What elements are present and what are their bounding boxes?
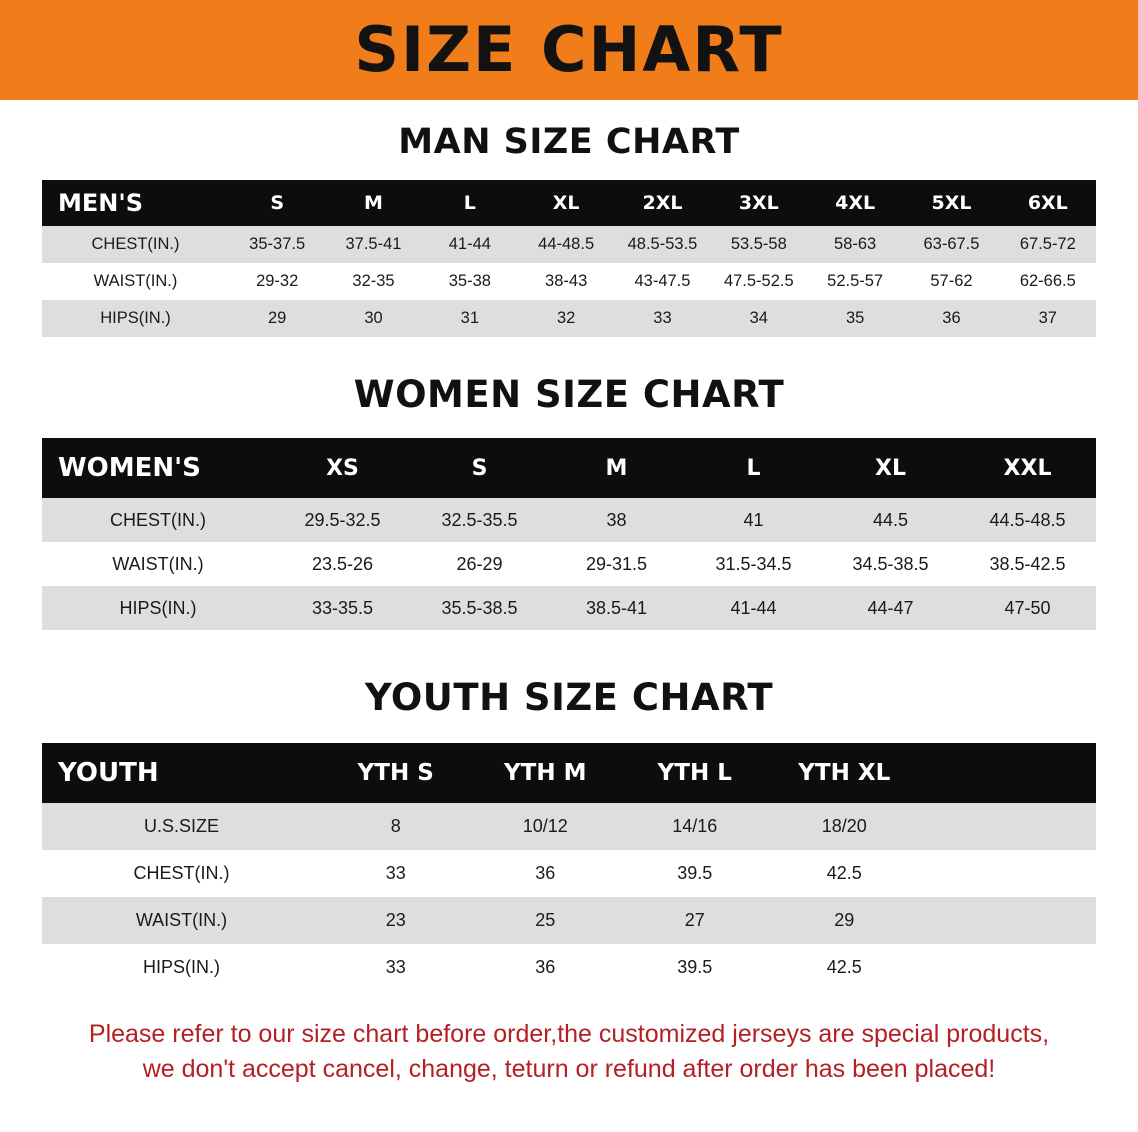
women-hips-l: 41-44 — [685, 586, 822, 630]
women-hips-m: 38.5-41 — [548, 586, 685, 630]
women-col-l: L — [685, 438, 822, 498]
youth-chest-m: 36 — [471, 850, 621, 897]
youth-chest-spacer — [919, 850, 1096, 897]
women-waist-xl: 34.5-38.5 — [822, 542, 959, 586]
men-hips-4xl: 35 — [807, 300, 903, 337]
table-row — [42, 263, 1096, 300]
women-col-xl: XL — [822, 438, 959, 498]
men-col-l: L — [422, 180, 518, 226]
women-col-xxl: XXL — [959, 438, 1096, 498]
men-row-label-waist: WAIST(IN.) — [42, 263, 229, 300]
men-hips-m: 30 — [325, 300, 421, 337]
youth-col-s: YTH S — [321, 743, 471, 803]
youth-table-body — [42, 803, 1096, 991]
youth-col-spacer — [919, 743, 1096, 803]
men-col-3xl: 3XL — [711, 180, 807, 226]
youth-chest-s: 33 — [321, 850, 471, 897]
table-row — [42, 498, 1096, 542]
women-hips-s: 35.5-38.5 — [411, 586, 548, 630]
women-header-label: WOMEN'S — [42, 438, 274, 498]
men-chest-l: 41-44 — [422, 226, 518, 263]
men-waist-s: 29-32 — [229, 263, 325, 300]
men-col-6xl: 6XL — [1000, 180, 1096, 226]
men-waist-5xl: 57-62 — [903, 263, 999, 300]
youth-ussize-xl: 18/20 — [770, 803, 920, 850]
page-title: SIZE CHART — [354, 13, 784, 86]
youth-col-xl: YTH XL — [770, 743, 920, 803]
banner — [0, 0, 1138, 100]
youth-waist-xl: 29 — [770, 897, 920, 944]
men-hips-s: 29 — [229, 300, 325, 337]
women-table-wrap — [42, 438, 1096, 630]
men-chest-m: 37.5-41 — [325, 226, 421, 263]
men-waist-2xl: 43-47.5 — [614, 263, 710, 300]
youth-hips-m: 36 — [471, 944, 621, 991]
men-waist-6xl: 62-66.5 — [1000, 263, 1096, 300]
women-hips-xl: 44-47 — [822, 586, 959, 630]
youth-ussize-l: 14/16 — [620, 803, 770, 850]
table-row — [42, 850, 1096, 897]
youth-waist-s: 23 — [321, 897, 471, 944]
men-table-wrap — [42, 180, 1096, 337]
women-chest-xxl: 44.5-48.5 — [959, 498, 1096, 542]
women-waist-xxl: 38.5-42.5 — [959, 542, 1096, 586]
men-col-xl: XL — [518, 180, 614, 226]
men-chest-6xl: 67.5-72 — [1000, 226, 1096, 263]
women-col-xs: XS — [274, 438, 411, 498]
youth-col-l: YTH L — [620, 743, 770, 803]
women-chest-xl: 44.5 — [822, 498, 959, 542]
women-chest-xs: 29.5-32.5 — [274, 498, 411, 542]
youth-ussize-m: 10/12 — [471, 803, 621, 850]
youth-row-label-chest: CHEST(IN.) — [42, 850, 321, 897]
men-table-body — [42, 226, 1096, 337]
women-row-label-waist: WAIST(IN.) — [42, 542, 274, 586]
youth-hips-s: 33 — [321, 944, 471, 991]
table-row — [42, 226, 1096, 263]
men-waist-m: 32-35 — [325, 263, 421, 300]
table-row — [42, 803, 1096, 850]
table-row — [42, 586, 1096, 630]
table-row — [42, 300, 1096, 337]
disclaimer-line-2: we don't accept cancel, change, teturn or refund after order has been placed! — [142, 1054, 996, 1083]
men-chest-4xl: 58-63 — [807, 226, 903, 263]
disclaimer-line-1: Please refer to our size chart before order,the customized jerseys are special products, — [88, 1020, 1050, 1048]
youth-section-title: YOUTH SIZE CHART — [364, 676, 774, 719]
women-row-label-hips: HIPS(IN.) — [42, 586, 274, 630]
youth-row-label-hips: HIPS(IN.) — [42, 944, 321, 991]
women-chest-m: 38 — [548, 498, 685, 542]
men-col-s: S — [229, 180, 325, 226]
youth-ussize-spacer — [919, 803, 1096, 850]
men-chest-3xl: 53.5-58 — [711, 226, 807, 263]
men-hips-xl: 32 — [518, 300, 614, 337]
youth-hips-l: 39.5 — [620, 944, 770, 991]
men-chest-xl: 44-48.5 — [518, 226, 614, 263]
men-waist-xl: 38-43 — [518, 263, 614, 300]
table-row — [42, 944, 1096, 991]
women-header-row — [42, 438, 1096, 498]
women-col-s: S — [411, 438, 548, 498]
women-chest-l: 41 — [685, 498, 822, 542]
women-waist-s: 26-29 — [411, 542, 548, 586]
men-hips-2xl: 33 — [614, 300, 710, 337]
table-row — [42, 897, 1096, 944]
women-waist-xs: 23.5-26 — [274, 542, 411, 586]
women-table-body — [42, 498, 1096, 630]
men-col-m: M — [325, 180, 421, 226]
women-col-m: M — [548, 438, 685, 498]
women-row-label-chest: CHEST(IN.) — [42, 498, 274, 542]
youth-table-wrap — [42, 743, 1096, 991]
women-hips-xs: 33-35.5 — [274, 586, 411, 630]
women-section-title: WOMEN SIZE CHART — [353, 373, 785, 416]
youth-size-table — [42, 743, 1096, 991]
men-waist-l: 35-38 — [422, 263, 518, 300]
women-table-head — [42, 438, 1096, 498]
youth-row-label-us-size: U.S.SIZE — [42, 803, 321, 850]
men-size-table — [42, 180, 1096, 337]
youth-waist-m: 25 — [471, 897, 621, 944]
youth-hips-xl: 42.5 — [770, 944, 920, 991]
men-hips-6xl: 37 — [1000, 300, 1096, 337]
men-chest-2xl: 48.5-53.5 — [614, 226, 710, 263]
men-hips-3xl: 34 — [711, 300, 807, 337]
youth-ussize-s: 8 — [321, 803, 471, 850]
youth-chest-l: 39.5 — [620, 850, 770, 897]
youth-header-label: YOUTH — [42, 743, 321, 803]
youth-chest-xl: 42.5 — [770, 850, 920, 897]
men-hips-5xl: 36 — [903, 300, 999, 337]
women-waist-l: 31.5-34.5 — [685, 542, 822, 586]
men-header-label: MEN'S — [42, 180, 229, 226]
youth-header-row — [42, 743, 1096, 803]
men-col-5xl: 5XL — [903, 180, 999, 226]
men-col-4xl: 4XL — [807, 180, 903, 226]
women-size-table — [42, 438, 1096, 630]
youth-col-m: YTH M — [471, 743, 621, 803]
men-hips-l: 31 — [422, 300, 518, 337]
women-hips-xxl: 47-50 — [959, 586, 1096, 630]
men-chest-s: 35-37.5 — [229, 226, 325, 263]
women-chest-s: 32.5-35.5 — [411, 498, 548, 542]
men-row-label-hips: HIPS(IN.) — [42, 300, 229, 337]
men-col-2xl: 2XL — [614, 180, 710, 226]
man-section-title: MAN SIZE CHART — [398, 122, 740, 162]
disclaimer-note — [38, 1017, 1100, 1086]
youth-row-label-waist: WAIST(IN.) — [42, 897, 321, 944]
youth-waist-l: 27 — [620, 897, 770, 944]
men-row-label-chest: CHEST(IN.) — [42, 226, 229, 263]
youth-table-head — [42, 743, 1096, 803]
men-chest-5xl: 63-67.5 — [903, 226, 999, 263]
youth-hips-spacer — [919, 944, 1096, 991]
men-table-head — [42, 180, 1096, 226]
men-waist-3xl: 47.5-52.5 — [711, 263, 807, 300]
youth-waist-spacer — [919, 897, 1096, 944]
men-waist-4xl: 52.5-57 — [807, 263, 903, 300]
men-header-row — [42, 180, 1096, 226]
women-waist-m: 29-31.5 — [548, 542, 685, 586]
table-row — [42, 542, 1096, 586]
